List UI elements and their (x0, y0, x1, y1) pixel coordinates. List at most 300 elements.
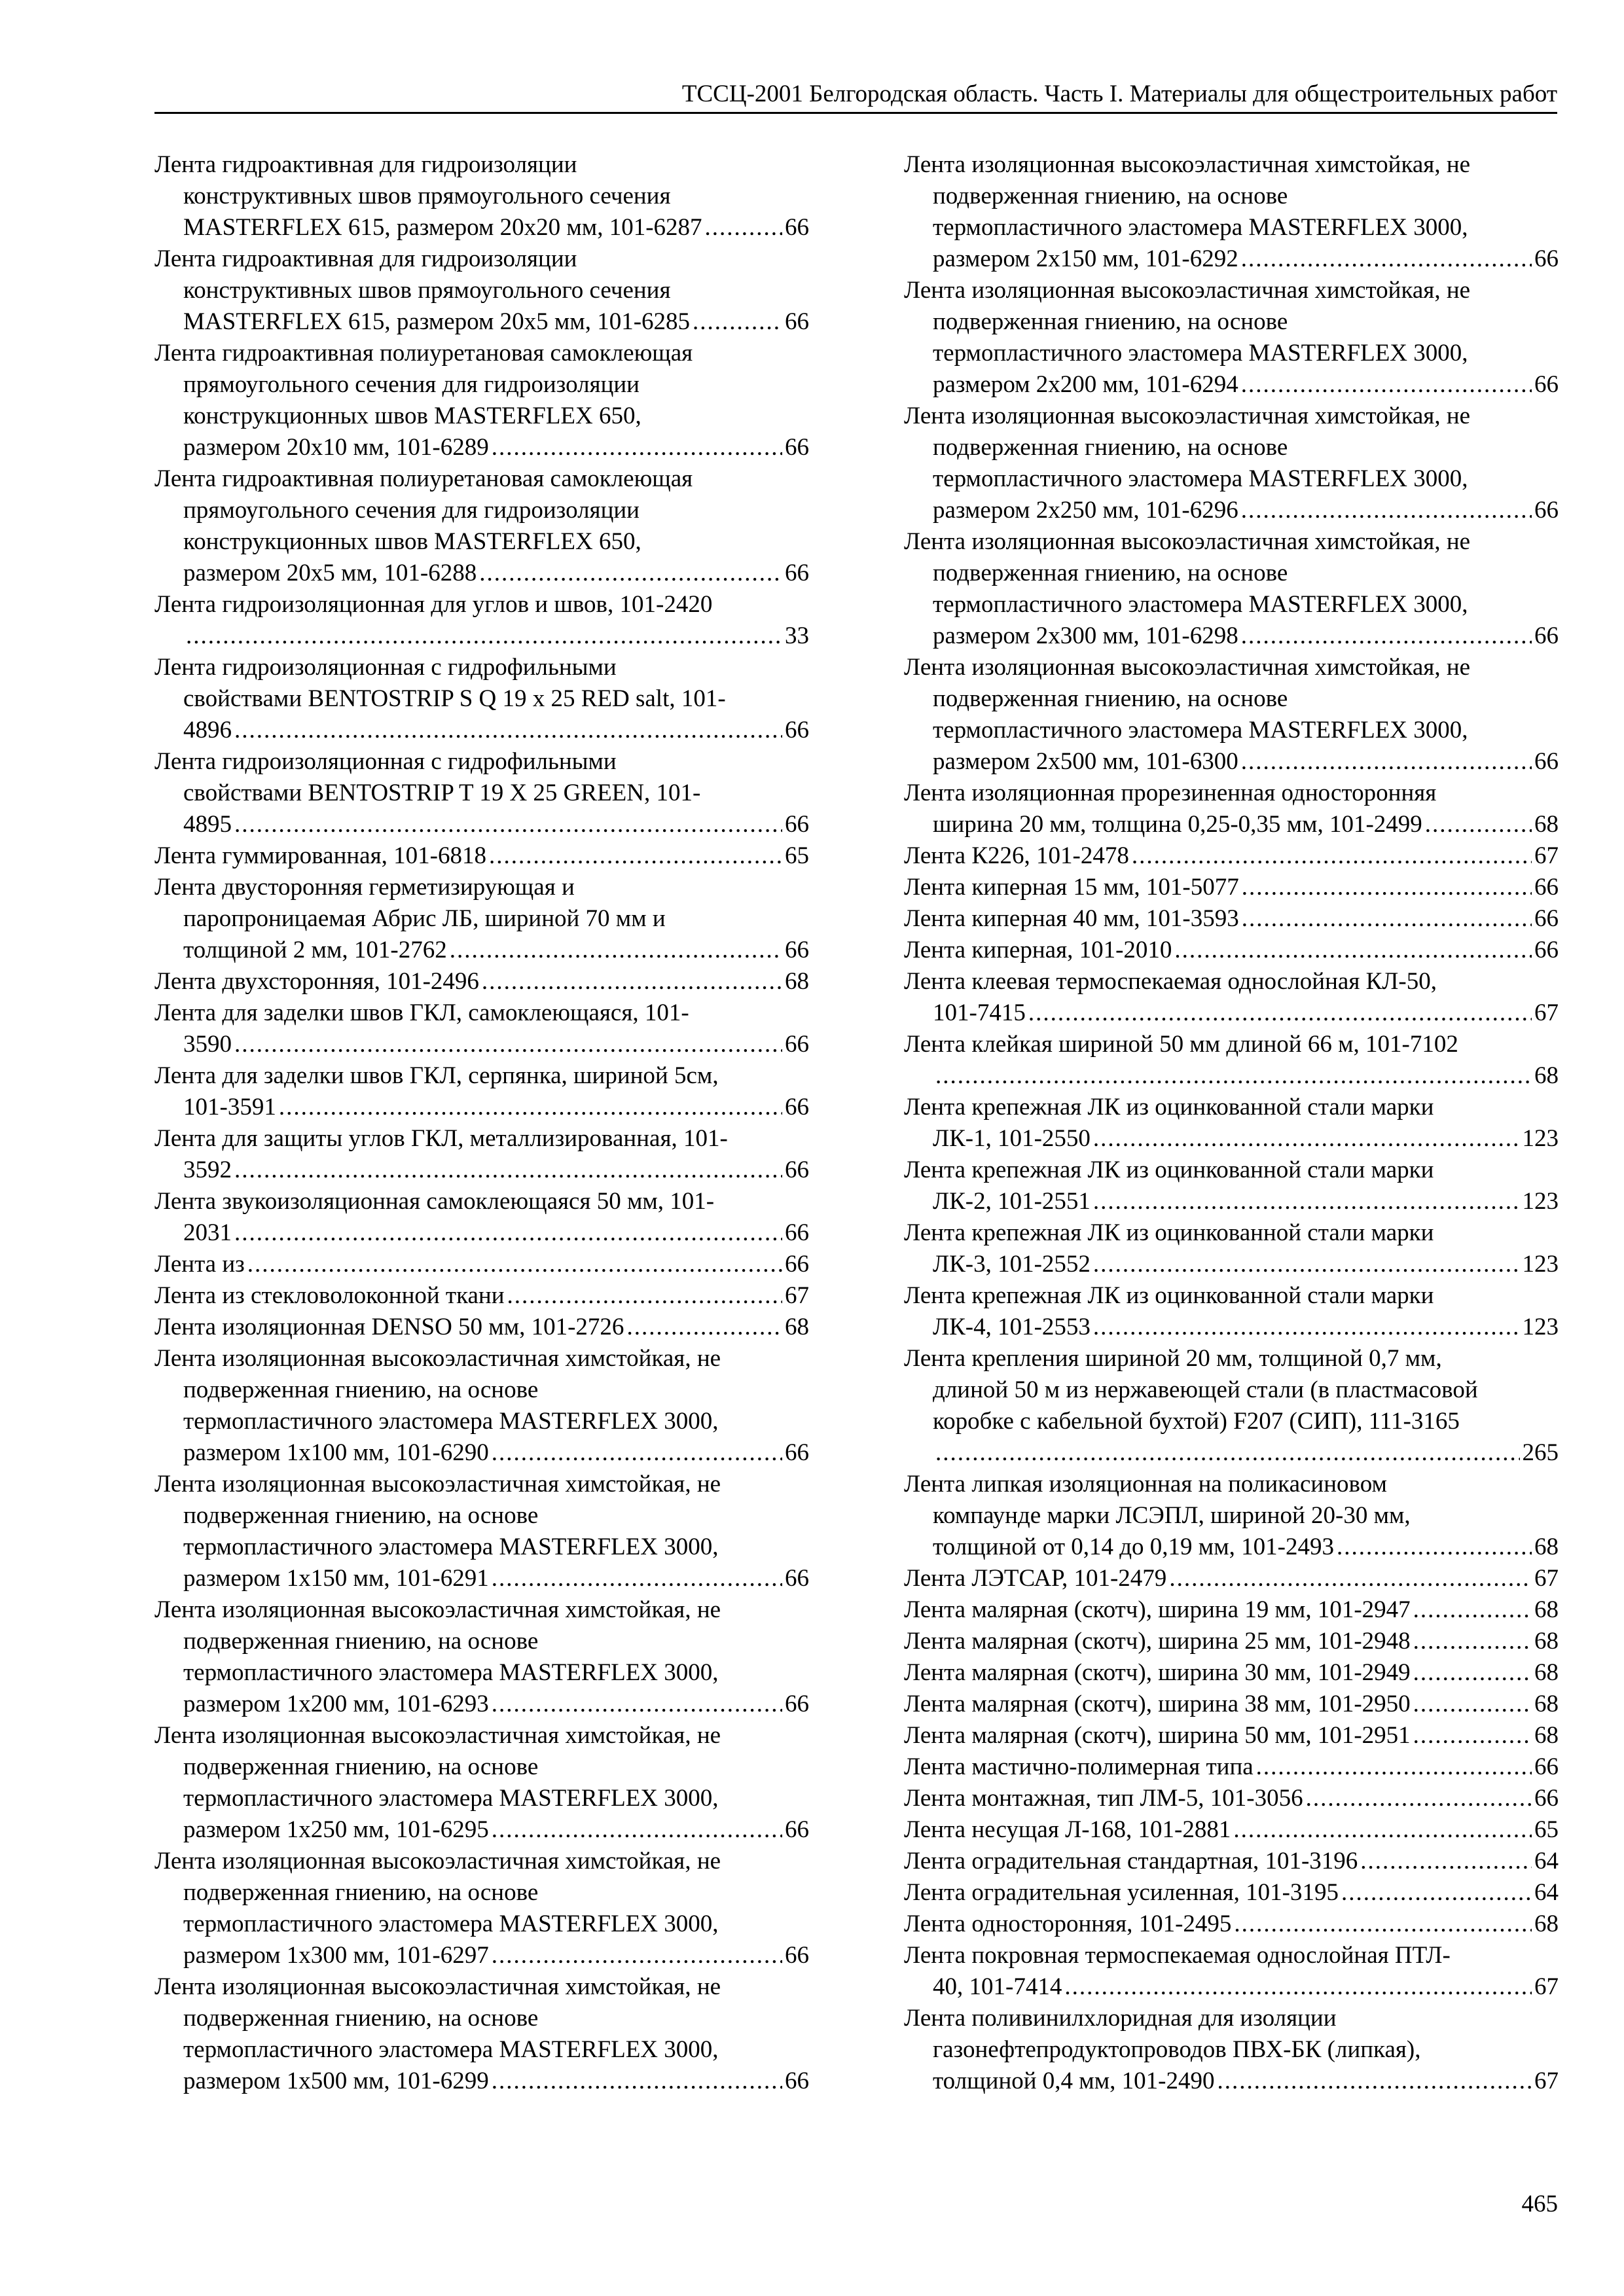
index-entry-last-line (904, 1563, 1559, 1594)
dot-leader (1241, 746, 1532, 778)
index-entry-text: прямоугольного сечения для гидроизоляции (183, 371, 640, 398)
index-entry-text: MASTERFLEX 615, размером 20х5 мм, 101-6285 (183, 308, 691, 335)
index-entry-text: размером 20х10 мм, 101-6289 (183, 434, 489, 461)
index-entry-text: 4895 (183, 811, 232, 838)
index-entry-last-line (154, 1563, 809, 1594)
index-entry-page: 66 (785, 214, 809, 241)
index-entry-text: Лента изоляционная высокоэластичная химстойкая, не (154, 1722, 721, 1749)
index-entry-text: термопластичного эластомера MASTERFLEX 3000, (933, 591, 1468, 618)
index-entry-text: Лента односторонняя, 101-2495 (904, 1910, 1232, 1937)
dot-leader (1093, 1123, 1520, 1155)
index-entry-text: размером 1х200 мм, 101-6293 (183, 1691, 489, 1717)
index-entry-last-line (904, 1751, 1559, 1783)
index-entry (904, 1877, 1559, 1909)
index-entry-last-line (154, 212, 809, 243)
index-entry (904, 1343, 1559, 1469)
index-entry-page: 66 (785, 1251, 809, 1278)
index-entry-text: размером 1х500 мм, 101-6299 (183, 2068, 489, 2094)
index-entry-text: Лента изоляционная высокоэластичная химстойкая, не (154, 1596, 721, 1623)
index-entry-text: Лента двухсторонняя, 101-2496 (154, 968, 479, 995)
index-entry (154, 1971, 809, 2097)
dot-leader (279, 1092, 782, 1123)
index-entry (154, 463, 809, 589)
dot-leader (489, 840, 782, 872)
index-entry (154, 1186, 809, 1249)
dot-leader (1242, 872, 1532, 903)
index-entry (904, 2003, 1559, 2097)
dot-leader (1241, 495, 1532, 526)
index-entry-text: Лента изоляционная высокоэластичная химстойкая, не (154, 1848, 721, 1874)
index-entry (154, 1123, 809, 1186)
index-entry-text: Лента малярная (скотч), ширина 30 мм, 101-2949 (904, 1659, 1411, 1686)
index-entry-text: термопластичного эластомера MASTERFLEX 3000, (183, 1534, 719, 1560)
index-entry-page: 67 (1534, 1565, 1559, 1592)
index-entry-text: Лента поливинилхлоридная для изоляции (904, 2005, 1337, 2032)
index-entry-last-line (154, 1249, 809, 1280)
index-entry (904, 1814, 1559, 1846)
index-entry-text: Лента киперная 40 мм, 101-3593 (904, 905, 1239, 932)
index-entry-text: Лента изоляционная высокоэластичная химстойкая, не (904, 151, 1471, 178)
index-entry-last-line (904, 872, 1559, 903)
index-entry (904, 1657, 1559, 1689)
index-entry (904, 778, 1559, 840)
index-entry-text: Лента несущая Л-168, 101-2881 (904, 1816, 1231, 1843)
index-entry (904, 1751, 1559, 1783)
index-entry-last-line (904, 1249, 1559, 1280)
running-header-title: ТССЦ-2001 Белгородская область. Часть I. Материалы для общестроительных работ (681, 81, 1557, 107)
index-entry-text: свойствами BENTOSTRIP T 19 X 25 GREEN, 101- (183, 780, 701, 806)
index-entry-last-line (904, 1783, 1559, 1814)
dot-leader (1425, 809, 1532, 840)
index-entry-text: Лента изоляционная высокоэластичная химстойкая, не (904, 654, 1471, 681)
index-entry-page: 66 (1534, 1785, 1559, 1812)
index-entry-text: Лента гуммированная, 101-6818 (154, 842, 486, 869)
index-entry-text: Лента гидроизоляционная с гидрофильными (154, 748, 617, 775)
index-entry-text: конструкционных швов MASTERFLEX 650, (183, 403, 641, 429)
index-entry-page: 66 (785, 2068, 809, 2094)
index-entry-text: размером 2х500 мм, 101-6300 (933, 748, 1238, 775)
index-entry-text: конструкционных швов MASTERFLEX 650, (183, 528, 641, 555)
index-entry-page: 67 (1534, 999, 1559, 1026)
index-entry (154, 1343, 809, 1469)
dot-leader (1413, 1657, 1532, 1689)
index-column-left (154, 149, 809, 2097)
index-entry (154, 1280, 809, 1312)
index-entry-last-line (154, 1155, 809, 1186)
index-entry-text: Лента гидроизоляционная с гидрофильными (154, 654, 617, 681)
index-entry-last-line (154, 840, 809, 872)
index-entry-last-line (904, 1060, 1559, 1092)
index-entry-text: Лента звукоизоляционная самоклеющаяся 50 мм, 101- (154, 1188, 715, 1215)
index-entry-text: Лента оградительная усиленная, 101-3195 (904, 1879, 1339, 1906)
index-entry-text: свойствами BENTOSTRIP S Q 19 x 25 RED salt, 101- (183, 685, 726, 712)
index-entry-last-line (904, 243, 1559, 275)
index-entry (154, 1312, 809, 1343)
index-entry-text: размером 2х300 мм, 101-6298 (933, 622, 1238, 649)
index-entry-last-line (154, 1814, 809, 1846)
dot-leader (1028, 997, 1532, 1029)
dot-leader (1360, 1846, 1532, 1877)
index-entry-page: 68 (1534, 1596, 1559, 1623)
dot-leader (234, 1217, 782, 1249)
index-entry-last-line (154, 620, 809, 652)
index-entry-text: размером 20х5 мм, 101-6288 (183, 560, 477, 586)
dot-leader (492, 2066, 782, 2097)
index-entry-page: 68 (1534, 1722, 1559, 1749)
index-entry-text: Лента крепежная ЛК из оцинкованной стали марки (904, 1094, 1434, 1121)
index-entry-last-line (904, 1909, 1559, 1940)
index-entry-last-line (904, 1657, 1559, 1689)
dot-leader (1093, 1249, 1520, 1280)
dot-leader (234, 1155, 782, 1186)
index-entry-page: 68 (785, 1314, 809, 1340)
dot-leader (693, 306, 782, 338)
running-header (154, 79, 1557, 114)
index-entry-text: Лента малярная (скотч), ширина 19 мм, 101-2947 (904, 1596, 1411, 1623)
index-entry-text: 101-7415 (933, 999, 1026, 1026)
index-entry-text: ЛК-3, 101-2552 (933, 1251, 1091, 1278)
index-entry (154, 652, 809, 746)
dot-leader (1064, 1971, 1532, 2003)
index-entry (904, 872, 1559, 903)
index-entry-text: Лента крепления шириной 20 мм, толщиной 0,7 мм, (904, 1345, 1442, 1372)
index-entry-page: 64 (1534, 1879, 1559, 1906)
dot-leader (1413, 1626, 1532, 1657)
index-entry (154, 1594, 809, 1720)
index-entry-text: Лента мастично-полимерная типа (904, 1753, 1254, 1780)
index-entry-page: 66 (1534, 905, 1559, 932)
index-entry-text: MASTERFLEX 615, размером 20х20 мм, 101-6287 (183, 214, 702, 241)
index-entry-last-line (904, 1186, 1559, 1217)
index-entry (154, 1720, 809, 1846)
index-entry-page: 66 (1534, 937, 1559, 963)
index-entry (904, 1720, 1559, 1751)
index-entry-text: ЛК-4, 101-2553 (933, 1314, 1091, 1340)
index-entry-text: термопластичного эластомера MASTERFLEX 3000, (933, 717, 1468, 744)
index-entry (904, 275, 1559, 401)
index-entry-page: 33 (785, 622, 809, 649)
dot-leader (1306, 1783, 1532, 1814)
index-entry-last-line (154, 1217, 809, 1249)
index-entry-page: 66 (1534, 622, 1559, 649)
index-entry-last-line (154, 1689, 809, 1720)
index-entry-text: Лента покровная термоспекаемая однослойная ПТЛ- (904, 1942, 1451, 1969)
index-entry-last-line (904, 369, 1559, 401)
index-entry-page: 66 (785, 1031, 809, 1058)
index-entry-text: 3592 (183, 1157, 232, 1183)
index-entry (904, 935, 1559, 966)
index-entry (154, 589, 809, 652)
index-entry-text: Лента малярная (скотч), ширина 50 мм, 101-2951 (904, 1722, 1411, 1749)
index-entry (154, 872, 809, 966)
index-entry-page: 67 (1534, 1973, 1559, 2000)
index-entry-text: толщиной 2 мм, 101-2762 (183, 937, 447, 963)
index-entry-page: 66 (1534, 371, 1559, 398)
dot-leader (492, 1563, 782, 1594)
index-entry-last-line (154, 1312, 809, 1343)
dot-leader (234, 809, 782, 840)
index-entry-text: Лента изоляционная высокоэластичная химстойкая, не (904, 277, 1471, 304)
index-entry-page: 66 (785, 1439, 809, 1466)
dot-leader (492, 1940, 782, 1971)
index-entry-page: 68 (1534, 1534, 1559, 1560)
index-entry-text: Лента изоляционная DENSO 50 мм, 101-2726 (154, 1314, 624, 1340)
index-entry-text: термопластичного эластомера MASTERFLEX 3000, (933, 214, 1468, 241)
dot-leader (479, 558, 782, 589)
dot-leader (1169, 1563, 1532, 1594)
dot-leader (1413, 1594, 1532, 1626)
dot-leader (492, 1437, 782, 1469)
index-entry (904, 1783, 1559, 1814)
dot-leader (1241, 243, 1532, 275)
index-entry-text: Лента гидроактивная полиуретановая самоклеющая (154, 465, 693, 492)
index-entry-text: Лента для защиты углов ГКЛ, металлизированная, 101- (154, 1125, 728, 1152)
dot-leader (247, 1249, 782, 1280)
index-entry (904, 1469, 1559, 1563)
index-entry-text: конструктивных швов прямоугольного сечения (183, 183, 671, 209)
index-entry-text: Лента малярная (скотч), ширина 25 мм, 101-2948 (904, 1628, 1411, 1655)
index-entry-page: 68 (1534, 1062, 1559, 1089)
index-entry-last-line (904, 1689, 1559, 1720)
index-entry-page: 66 (785, 717, 809, 744)
index-entry-page: 68 (785, 968, 809, 995)
dot-leader (1093, 1312, 1520, 1343)
index-entry-page: 67 (1534, 842, 1559, 869)
index-entry-text: 4896 (183, 717, 232, 744)
index-entry-page: 65 (785, 842, 809, 869)
dot-leader (705, 212, 782, 243)
index-entry-last-line (904, 840, 1559, 872)
index-entry-text: ЛК-2, 101-2551 (933, 1188, 1091, 1215)
index-entry-last-line (154, 306, 809, 338)
index-entry-last-line (904, 1846, 1559, 1877)
index-entry-last-line (904, 1720, 1559, 1751)
index-entry (904, 903, 1559, 935)
index-entry-text: подверженная гниению, на основе (183, 1628, 539, 1655)
index-entry-text: подверженная гниению, на основе (933, 434, 1288, 461)
index-entry-text: Лента крепежная ЛК из оцинкованной стали марки (904, 1282, 1434, 1309)
index-entry-last-line (154, 1940, 809, 1971)
index-entry (904, 1909, 1559, 1940)
index-entry-last-line (904, 1971, 1559, 2003)
dot-leader (1217, 2066, 1532, 2097)
index-entry-text: размером 2х250 мм, 101-6296 (933, 497, 1238, 524)
index-entry-text: длиной 50 м из нержавеющей стали (в пластмасовой (933, 1376, 1478, 1403)
index-entry-page: 68 (1534, 1659, 1559, 1686)
index-entry-last-line (154, 1029, 809, 1060)
index-entry-text: подверженная гниению, на основе (933, 685, 1288, 712)
index-entry-text: Лента изоляционная высокоэластичная химстойкая, не (904, 403, 1471, 429)
index-entry-text: толщиной от 0,14 до 0,19 мм, 101-2493 (933, 1534, 1334, 1560)
index-entry-last-line (154, 1280, 809, 1312)
index-entry-text: размером 1х100 мм, 101-6290 (183, 1439, 489, 1466)
index-entry (904, 149, 1559, 275)
index-entry (154, 1846, 809, 1971)
index-entry-text: Лента крепежная ЛК из оцинкованной стали марки (904, 1157, 1434, 1183)
index-entry-text: подверженная гниению, на основе (933, 560, 1288, 586)
index-entry-page: 66 (785, 434, 809, 461)
index-entry-page: 66 (1534, 497, 1559, 524)
dot-leader (482, 966, 782, 997)
index-entry-text: паропроницаемая Абрис ЛБ, шириной 70 мм и (183, 905, 666, 932)
index-entry-text: подверженная гниению, на основе (183, 1376, 539, 1403)
index-entry-text: размером 1х250 мм, 101-6295 (183, 1816, 489, 1843)
index-entry-last-line (904, 1532, 1559, 1563)
dot-leader (1241, 620, 1532, 652)
dot-leader (1174, 935, 1532, 966)
dot-leader (935, 1437, 1520, 1469)
index-entry-text: подверженная гниению, на основе (933, 308, 1288, 335)
index-entry-last-line (904, 746, 1559, 778)
dot-leader (935, 1060, 1532, 1092)
index-entry-text: подверженная гниению, на основе (183, 1753, 539, 1780)
index-entry-text: термопластичного эластомера MASTERFLEX 3000, (183, 1408, 719, 1435)
index-entry (904, 1689, 1559, 1720)
index-entry-text: размером 1х150 мм, 101-6291 (183, 1565, 489, 1592)
dot-leader (1413, 1720, 1532, 1751)
index-entry (904, 652, 1559, 778)
index-entry-page: 68 (1534, 1910, 1559, 1937)
dot-leader (1234, 1909, 1532, 1940)
index-entry (154, 1469, 809, 1594)
index-entry-text: Лента гидроактивная полиуретановая самоклеющая (154, 340, 693, 367)
index-entry-last-line (904, 495, 1559, 526)
index-entry-last-line (904, 620, 1559, 652)
dot-leader (234, 1029, 782, 1060)
index-entry-last-line (154, 1437, 809, 1469)
index-entry-text: Лента К226, 101-2478 (904, 842, 1129, 869)
index-entry-text: 40, 101-7414 (933, 1973, 1062, 2000)
index-entry-last-line (904, 935, 1559, 966)
index-entry-text: 2031 (183, 1219, 232, 1246)
dot-leader (507, 1280, 782, 1312)
index-entry-text: Лента крепежная ЛК из оцинкованной стали марки (904, 1219, 1434, 1246)
index-entry (154, 1060, 809, 1123)
index-entry-last-line (904, 809, 1559, 840)
index-entry-page: 66 (785, 1219, 809, 1246)
index-entry-page: 68 (1534, 811, 1559, 838)
index-entry-text: подверженная гниению, на основе (183, 1502, 539, 1529)
dot-leader (626, 1312, 782, 1343)
index-entry (904, 1626, 1559, 1657)
index-entry-text: Лента двусторонняя герметизирующая и (154, 874, 575, 901)
index-entry-text: Лента изоляционная высокоэластичная химстойкая, не (904, 528, 1471, 555)
index-entry-text: Лента малярная (скотч), ширина 38 мм, 101-2950 (904, 1691, 1411, 1717)
index-entry-text: Лента липкая изоляционная на поликасиновом (904, 1471, 1387, 1498)
index-entry-text: термопластичного эластомера MASTERFLEX 3000, (183, 1659, 719, 1686)
index-entry-last-line (904, 1594, 1559, 1626)
index-entry-text: термопластичного эластомера MASTERFLEX 3000, (933, 465, 1468, 492)
index-entry (154, 149, 809, 243)
dot-leader (234, 715, 782, 746)
index-entry-text: 3590 (183, 1031, 232, 1058)
index-entry-page: 66 (1534, 874, 1559, 901)
index-entry-page: 65 (1534, 1816, 1559, 1843)
index-entry-last-line (904, 1626, 1559, 1657)
index-entry-last-line (904, 1312, 1559, 1343)
index-column-right (904, 149, 1559, 2097)
index-entry-text: Лента клеевая термоспекаемая однослойная КЛ-50, (904, 968, 1437, 995)
index-entry-text: размером 2х200 мм, 101-6294 (933, 371, 1238, 398)
index-entry-page: 123 (1522, 1251, 1559, 1278)
index-entry-text: Лента изоляционная высокоэластичная химстойкая, не (154, 1345, 721, 1372)
index-entry-text: Лента киперная 15 мм, 101-5077 (904, 874, 1239, 901)
index-entry-page: 66 (1534, 1753, 1559, 1780)
index-entry-last-line (904, 2066, 1559, 2097)
index-entry-last-line (154, 966, 809, 997)
index-entry-text: термопластичного эластомера MASTERFLEX 3000, (933, 340, 1468, 367)
dot-leader (1413, 1689, 1532, 1720)
index-entry-last-line (904, 1123, 1559, 1155)
index-entry-text: Лента монтажная, тип ЛМ-5, 101-3056 (904, 1785, 1303, 1812)
index-entry (904, 1846, 1559, 1877)
index-entry-last-line (154, 715, 809, 746)
index-entry-page: 66 (785, 1565, 809, 1592)
dot-leader (186, 620, 782, 652)
index-entry (154, 746, 809, 840)
index-entry-text: Лента оградительная стандартная, 101-3196 (904, 1848, 1358, 1874)
index-entry-text: Лента гидроактивная для гидроизоляции (154, 245, 577, 272)
index-entry-page: 66 (785, 937, 809, 963)
index-entry-text: Лента для заделки швов ГКЛ, самоклеющаяся, 101- (154, 999, 689, 1026)
index-entry-page: 123 (1522, 1188, 1559, 1215)
index-entry-page: 123 (1522, 1125, 1559, 1152)
index-entry-text: коробке с кабельной бухтой) F207 (СИП), 111-3165 (933, 1408, 1460, 1435)
index-entry (154, 997, 809, 1060)
index-entry (904, 1155, 1559, 1217)
index-entry (904, 401, 1559, 526)
index-entry-last-line (154, 1092, 809, 1123)
dot-leader (492, 432, 782, 463)
index-entry-last-line (154, 935, 809, 966)
dot-leader (492, 1814, 782, 1846)
index-entry-text: прямоугольного сечения для гидроизоляции (183, 497, 640, 524)
index-entry-page: 68 (1534, 1628, 1559, 1655)
index-entry (154, 840, 809, 872)
index-entry-text: подверженная гниению, на основе (933, 183, 1288, 209)
index-entry-text: Лента изоляционная прорезиненная односторонняя (904, 780, 1437, 806)
index-entry-last-line (154, 2066, 809, 2097)
index-entry-text: газонефтепродуктопроводов ПВХ-БК (липкая), (933, 2036, 1421, 2063)
index-entry-last-line (904, 997, 1559, 1029)
index-entry (904, 526, 1559, 652)
index-entry-last-line (904, 1437, 1559, 1469)
index-entry (904, 1940, 1559, 2003)
index-entry (904, 966, 1559, 1029)
index-entry-text: подверженная гниению, на основе (183, 2005, 539, 2032)
index-entry-page: 265 (1522, 1439, 1559, 1466)
index-entry-text: Лента гидроизоляционная для углов и швов, 101-2420 (154, 591, 713, 618)
index-entry-page: 66 (785, 1094, 809, 1121)
index-entry-text: Лента для заделки швов ГКЛ, серпянка, шириной 5см, (154, 1062, 719, 1089)
index-entry-text: термопластичного эластомера MASTERFLEX 3000, (183, 2036, 719, 2063)
dot-leader (1241, 369, 1532, 401)
index-entry (154, 338, 809, 463)
index-entry-last-line (904, 903, 1559, 935)
dot-leader (1341, 1877, 1532, 1909)
index-entry-text: ЛК-1, 101-2550 (933, 1125, 1091, 1152)
index-entry-page: 66 (1534, 245, 1559, 272)
dot-leader (1256, 1751, 1532, 1783)
index-entry-last-line (904, 1877, 1559, 1909)
dot-leader (1233, 1814, 1532, 1846)
index-entry-last-line (154, 432, 809, 463)
index-entry-text: Лента гидроактивная для гидроизоляции (154, 151, 577, 178)
index-entry (154, 243, 809, 338)
index-entry-page: 66 (785, 560, 809, 586)
index-entry-text: Лента киперная, 101-2010 (904, 937, 1172, 963)
index-entry-text: подверженная гниению, на основе (183, 1879, 539, 1906)
